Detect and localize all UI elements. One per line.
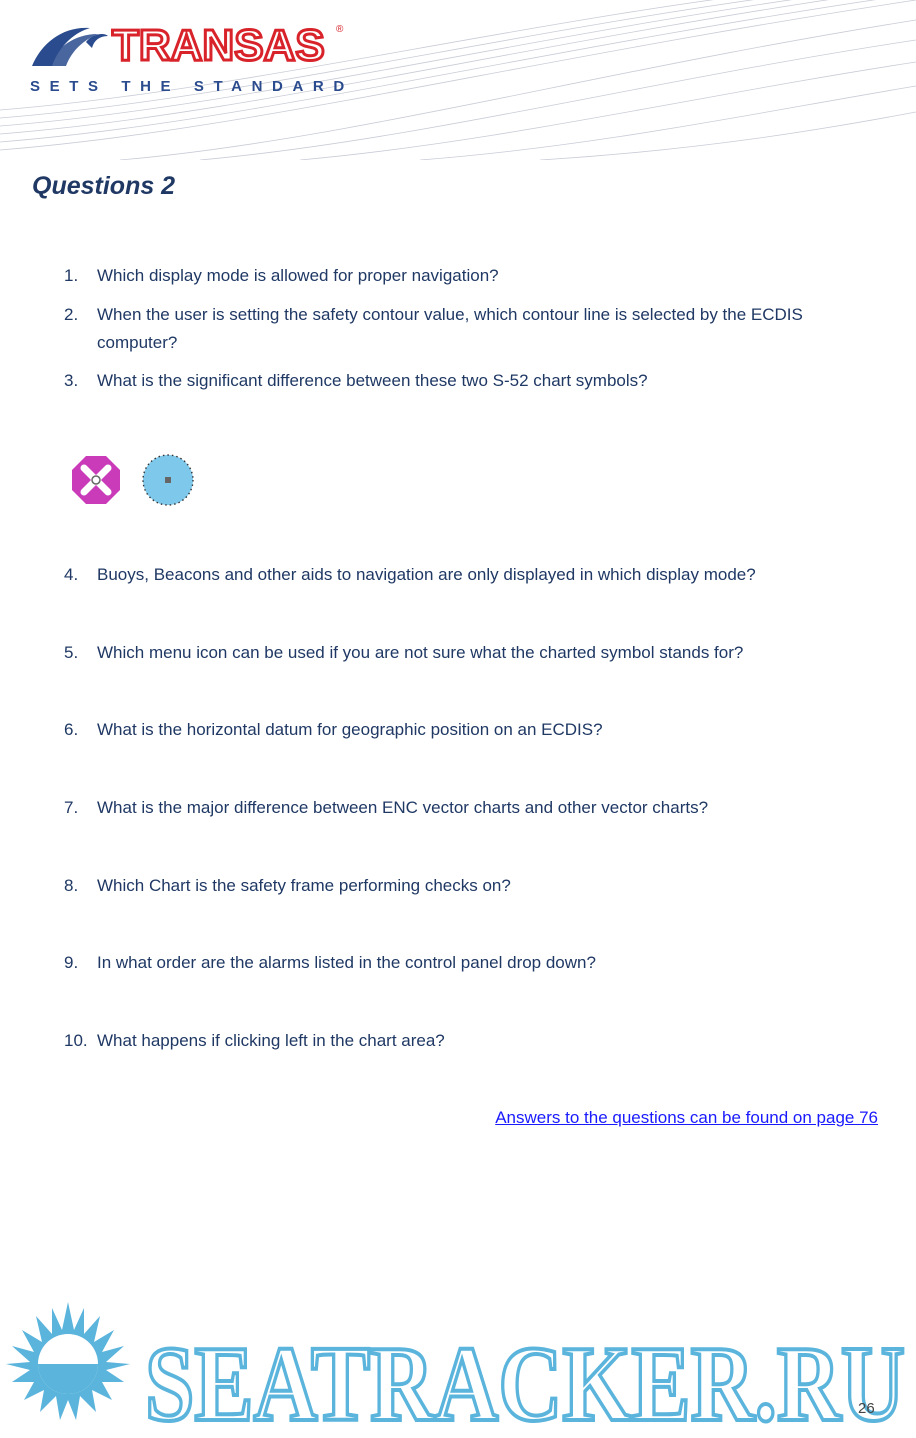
blue-dotted-circle-icon bbox=[143, 455, 193, 505]
answers-page-link[interactable]: Answers to the questions can be found on page 76 bbox=[495, 1108, 878, 1127]
question-item bbox=[64, 639, 864, 667]
question-item bbox=[64, 794, 864, 822]
question-number: 8. bbox=[64, 876, 79, 895]
question-item bbox=[64, 561, 864, 589]
sun-icon bbox=[6, 1302, 130, 1420]
question-number: 7. bbox=[64, 798, 79, 817]
question-text: What is the horizontal datum for geographic position on an ECDIS? bbox=[97, 720, 603, 739]
page-number: 26 bbox=[858, 1400, 875, 1417]
question-item bbox=[64, 262, 864, 290]
question-number: 3. bbox=[64, 371, 79, 390]
question-number: 2. bbox=[64, 305, 79, 324]
seatracker-watermark bbox=[0, 1300, 916, 1438]
transas-wave-icon bbox=[30, 22, 110, 70]
question-text: Which display mode is allowed for proper navigation? bbox=[97, 266, 499, 285]
question-text: Which menu icon can be used if you are not sure what the charted symbol stands for? bbox=[97, 643, 744, 662]
question-text: What is the major difference between ENC vector charts and other vector charts? bbox=[97, 798, 709, 817]
brand-tagline: SETS THE STANDARD bbox=[30, 78, 354, 95]
question-number: 5. bbox=[64, 643, 79, 662]
question-item bbox=[64, 872, 864, 900]
watermark-text: SEATRACKER.RU bbox=[145, 1325, 905, 1438]
question-number: 10. bbox=[64, 1031, 88, 1050]
question-number: 9. bbox=[64, 953, 79, 972]
question-text: What happens if clicking left in the chart area? bbox=[97, 1031, 445, 1050]
page-title: Questions 2 bbox=[32, 172, 176, 200]
question-number: 1. bbox=[64, 266, 79, 285]
question-item bbox=[64, 949, 864, 977]
s52-symbols bbox=[66, 442, 206, 522]
question-item bbox=[64, 301, 864, 357]
question-number: 6. bbox=[64, 720, 79, 739]
transas-logo bbox=[30, 21, 354, 102]
question-text: In what order are the alarms listed in the control panel drop down? bbox=[97, 953, 596, 972]
question-text: Buoys, Beacons and other aids to navigation are only displayed in which display mode? bbox=[97, 565, 756, 584]
question-text: Which Chart is the safety frame performing checks on? bbox=[97, 876, 511, 895]
question-text: When the user is setting the safety contour value, which contour line is selected by the ECDIS computer? bbox=[97, 305, 803, 352]
brand-name: TRANSAS bbox=[112, 21, 325, 70]
magenta-octagon-cross-icon bbox=[72, 456, 120, 504]
registered-mark: ® bbox=[336, 24, 344, 35]
question-item bbox=[64, 716, 864, 744]
question-item bbox=[64, 367, 864, 395]
question-item bbox=[64, 1027, 864, 1055]
question-number: 4. bbox=[64, 565, 79, 584]
question-text: What is the significant difference between these two S-52 chart symbols? bbox=[97, 371, 648, 390]
